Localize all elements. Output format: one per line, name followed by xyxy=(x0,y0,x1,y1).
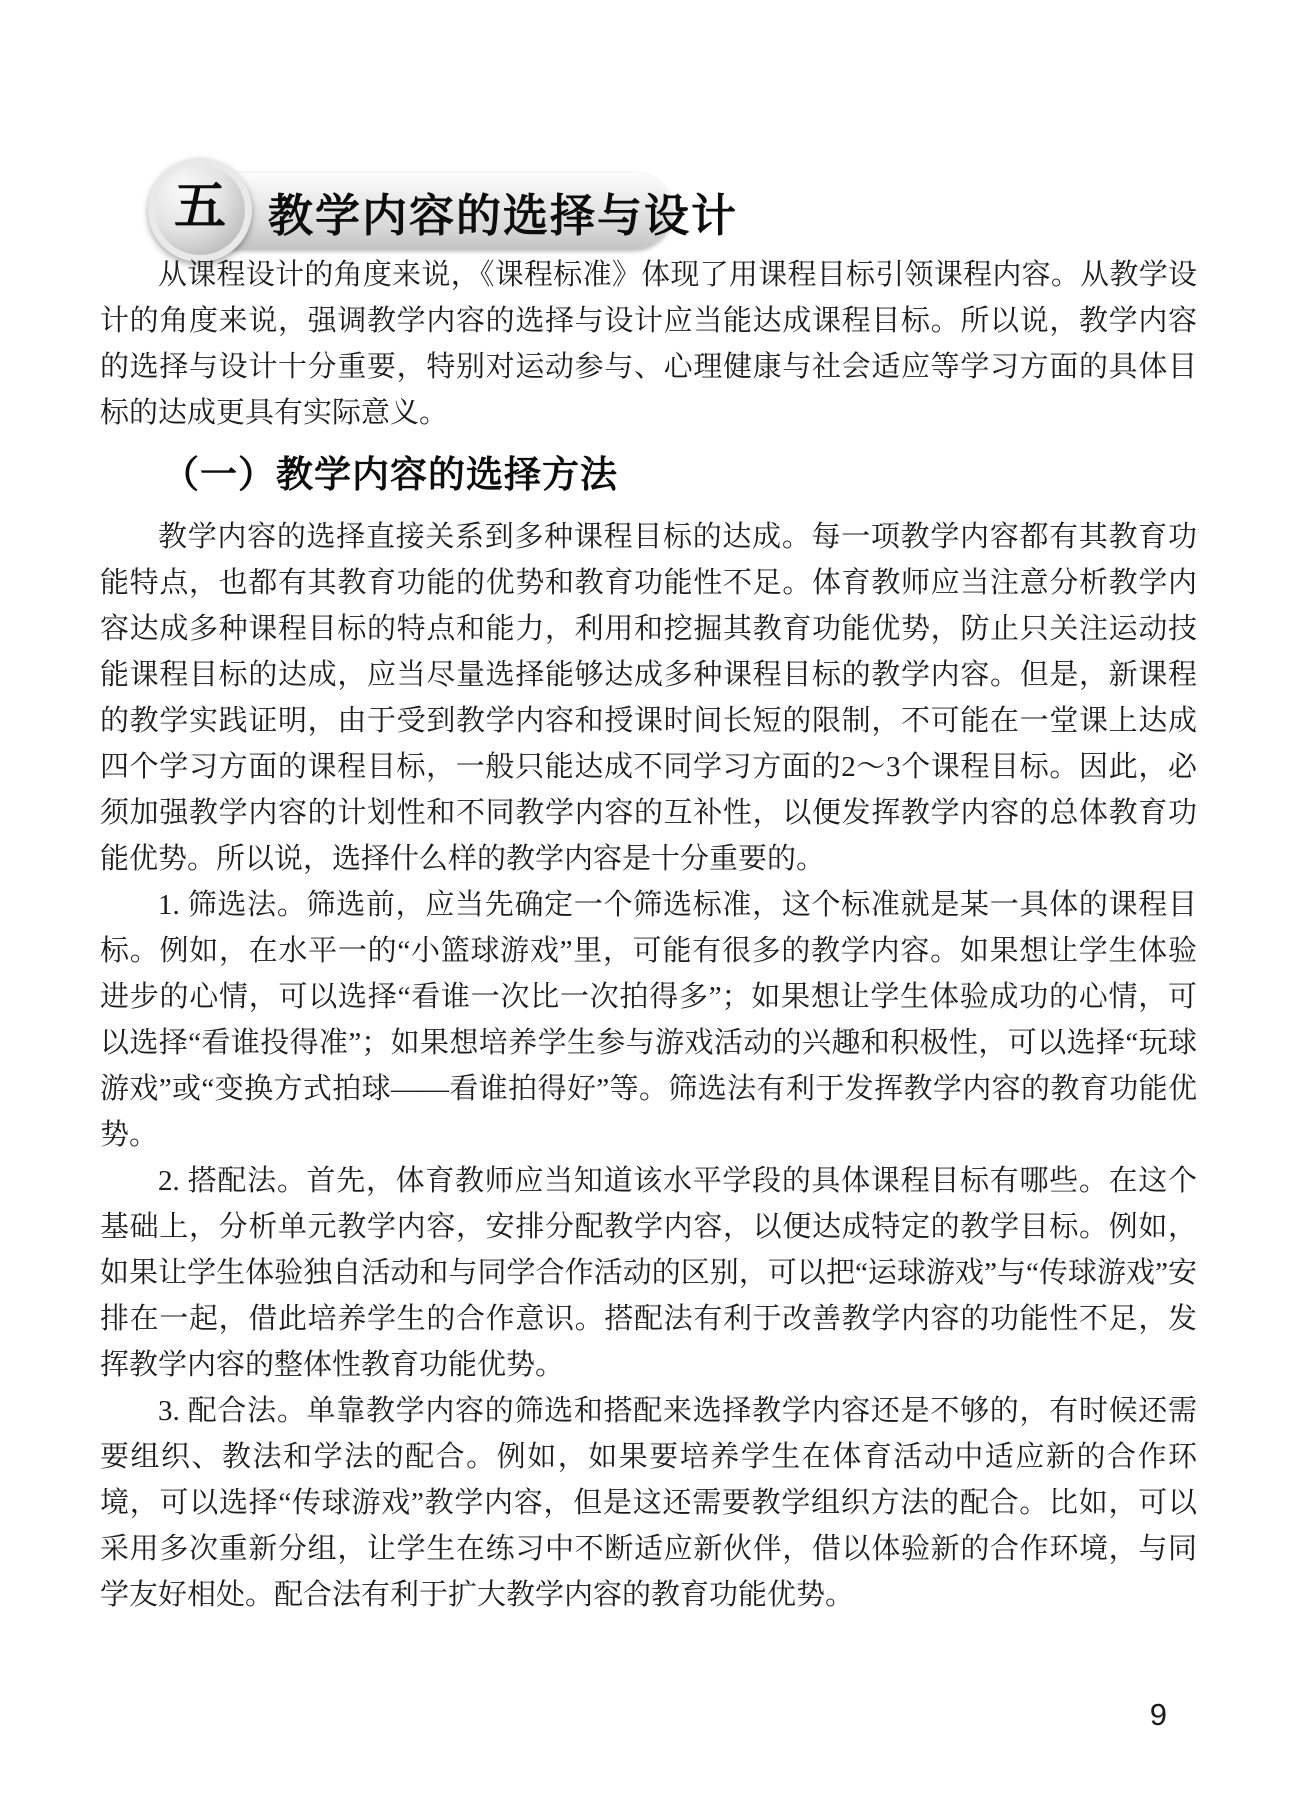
paragraph-method-2-pairing: 2. 搭配法。首先，体育教师应当知道该水平学段的具体课程目标有哪些。在这个基础上，分析单元教学内容，安排分配教学内容，以便达成特定的教学目标。例如，如果让学生体验独自活动和与同学合作活动的区别，可以把“运球游戏”与“传球游戏”安排在一起，借此培养学生的合作意识。搭配法有利于改善教学内容的功能性不足，发挥教学内容的整体性教育功能优势。 xyxy=(100,1165,1197,1381)
chapter-number-badge-inner xyxy=(155,165,245,255)
chapter-number-badge xyxy=(148,158,252,262)
chapter-title-pill xyxy=(200,173,739,249)
intro-paragraph: 从课程设计的角度来说，《课程标准》体现了用课程目标引领课程内容。从教学设计的角度来说，强调教学内容的选择与设计应当能达成课程目标。所以说，教学内容的选择与设计十分重要，特别对运动参与、心理健康与社会适应等学习方面的具体目标的达成更具有实际意义。 xyxy=(100,259,1197,429)
chapter-header xyxy=(148,158,739,262)
paragraph-method-1-screening: 1. 筛选法。筛选前，应当先确定一个筛选标准，这个标准就是某一具体的课程目标。例如，在水平一的“小篮球游戏”里，可能有很多的教学内容。如果想让学生体验进步的心情，可以选择“看谁一次比一次拍得多”；如果想让学生体验成功的心情，可以选择“看谁投得准”；如果想培养学生参与游戏活动的兴趣和积极性，可以选择“玩球游戏”或“变换方式拍球——看谁拍得好”等。筛选法有利于发挥教学内容的教育功能优势。 xyxy=(100,889,1197,1151)
page-content xyxy=(100,252,1197,1618)
page-number: 9 xyxy=(1149,1697,1167,1732)
paragraph-selection-overview: 教学内容的选择直接关系到多种课程目标的达成。每一项教学内容都有其教育功能特点，也都有其教育功能的优势和教育功能性不足。体育教师应当注意分析教学内容达成多种课程目标的特点和能力，利用和挖掘其教育功能优势，防止只关注运动技能课程目标的达成，应当尽量选择能够达成多种课程目标的教学内容。但是，新课程的教学实践证明，由于受到教学内容和授课时间长短的限制，不可能在一堂课上达成四个学习方面的课程目标，一般只能达成不同学习方面的2～3个课程目标。因此，必须加强教学内容的计划性和不同教学内容的互补性，以便发挥教学内容的总体教育功能优势。所以说，选择什么样的教学内容是十分重要的。 xyxy=(100,521,1197,875)
section-heading: （一）教学内容的选择方法 xyxy=(162,455,618,496)
paragraph-method-3-coordination: 3. 配合法。单靠教学内容的筛选和搭配来选择教学内容还是不够的，有时候还需要组织、教法和学法的配合。例如，如果要培养学生在体育活动中适应新的合作环境，可以选择“传球游戏”教学内容，但是这还需要教学组织方法的配合。比如，可以采用多次重新分组，让学生在练习中不断适应新伙伴，借以体验新的合作环境，与同学友好相处。配合法有利于扩大教学内容的教育功能优势。 xyxy=(100,1395,1197,1611)
chapter-title: 教学内容的选择与设计 xyxy=(268,190,739,241)
chapter-number: 五 xyxy=(173,179,226,236)
